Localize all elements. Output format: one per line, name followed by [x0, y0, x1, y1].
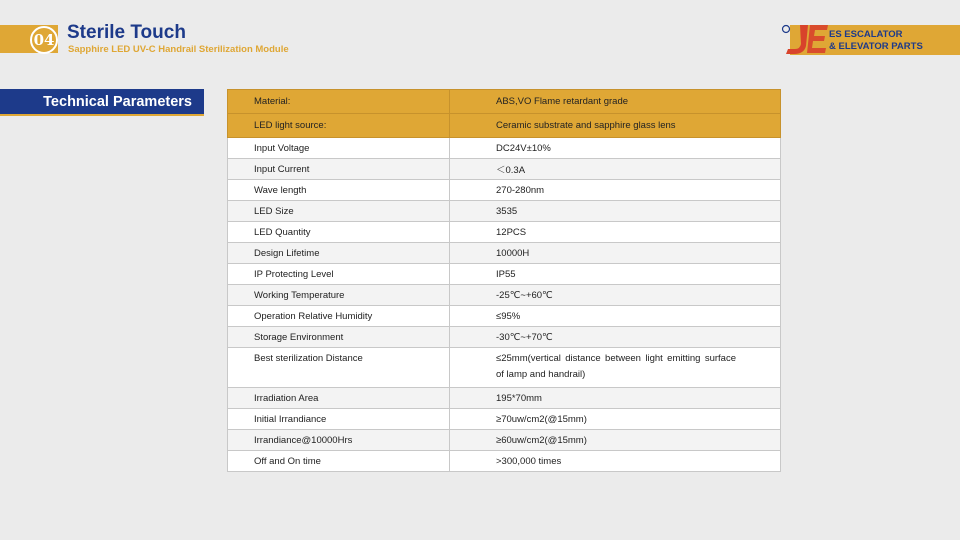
table-row: [228, 306, 781, 327]
parameter-value-cell: ＜0.3A: [450, 159, 781, 180]
table-row: [228, 327, 781, 348]
table-row: [228, 114, 781, 138]
table-row: [228, 388, 781, 409]
parameter-name-cell: LED Size: [228, 201, 450, 222]
parameter-name-cell: IP Protecting Level: [228, 264, 450, 285]
parameter-value-cell: DC24V±10%: [450, 138, 781, 159]
table-row: [228, 243, 781, 264]
parameter-name-cell: Irradiation Area: [228, 388, 450, 409]
parameter-name-cell: Storage Environment: [228, 327, 450, 348]
parameter-value-cell: ≤25mm(vertical distance between light emitting surface of lamp and handrail): [450, 348, 781, 388]
parameter-name-cell: Operation Relative Humidity: [228, 306, 450, 327]
parameter-value-cell: -30℃~+70℃: [450, 327, 781, 348]
table-row: [228, 138, 781, 159]
table-row: [228, 451, 781, 472]
table-row: [228, 285, 781, 306]
table-row: [228, 430, 781, 451]
table-row: [228, 201, 781, 222]
parameter-value-cell: 10000H: [450, 243, 781, 264]
company-logo-icon: [780, 22, 830, 58]
parameter-name-cell: Material:: [228, 90, 450, 114]
table-row: [228, 264, 781, 285]
parameter-name-cell: LED light source:: [228, 114, 450, 138]
parameter-value-cell: ≥60uw/cm2(@15mm): [450, 430, 781, 451]
parameter-value-cell: Ceramic substrate and sapphire glass lens: [450, 114, 781, 138]
table-row: [228, 222, 781, 243]
table-row: [228, 409, 781, 430]
parameter-name-cell: Working Temperature: [228, 285, 450, 306]
logo-line-2: & ELEVATOR PARTS: [829, 41, 923, 52]
technical-parameters-table: [227, 89, 781, 472]
parameter-name-cell: Design Lifetime: [228, 243, 450, 264]
parameter-value-cell: ≤95%: [450, 306, 781, 327]
parameter-value-cell: 12PCS: [450, 222, 781, 243]
table-row: [228, 180, 781, 201]
parameter-name-cell: Input Current: [228, 159, 450, 180]
table-row: [228, 159, 781, 180]
parameter-name-cell: Best sterilization Distance: [228, 348, 450, 388]
parameter-value-cell: >300,000 times: [450, 451, 781, 472]
parameter-name-cell: Wave length: [228, 180, 450, 201]
parameter-value-cell: 3535: [450, 201, 781, 222]
parameter-value-cell: 195*70mm: [450, 388, 781, 409]
parameter-value-cell: IP55: [450, 264, 781, 285]
section-label: Technical Parameters: [0, 89, 204, 116]
parameter-name-cell: Initial Irrandiance: [228, 409, 450, 430]
page-title: Sterile Touch: [67, 22, 186, 43]
parameter-value-cell: -25℃~+60℃: [450, 285, 781, 306]
section-number-badge: 04: [30, 26, 58, 54]
company-logo-text: [829, 29, 923, 53]
parameter-name-cell: LED Quantity: [228, 222, 450, 243]
table-row: [228, 348, 781, 388]
table-row: [228, 90, 781, 114]
parameter-name-cell: Off and On time: [228, 451, 450, 472]
parameter-value-cell: 270-280nm: [450, 180, 781, 201]
page-subtitle: Sapphire LED UV-C Handrail Sterilization Module: [68, 44, 289, 55]
parameter-name-cell: Input Voltage: [228, 138, 450, 159]
parameter-value-cell: ≥70uw/cm2(@15mm): [450, 409, 781, 430]
logo-line-1: ES ESCALATOR: [829, 29, 903, 40]
parameter-name-cell: Irrandiance@10000Hrs: [228, 430, 450, 451]
parameter-value-cell: ABS,VO Flame retardant grade: [450, 90, 781, 114]
